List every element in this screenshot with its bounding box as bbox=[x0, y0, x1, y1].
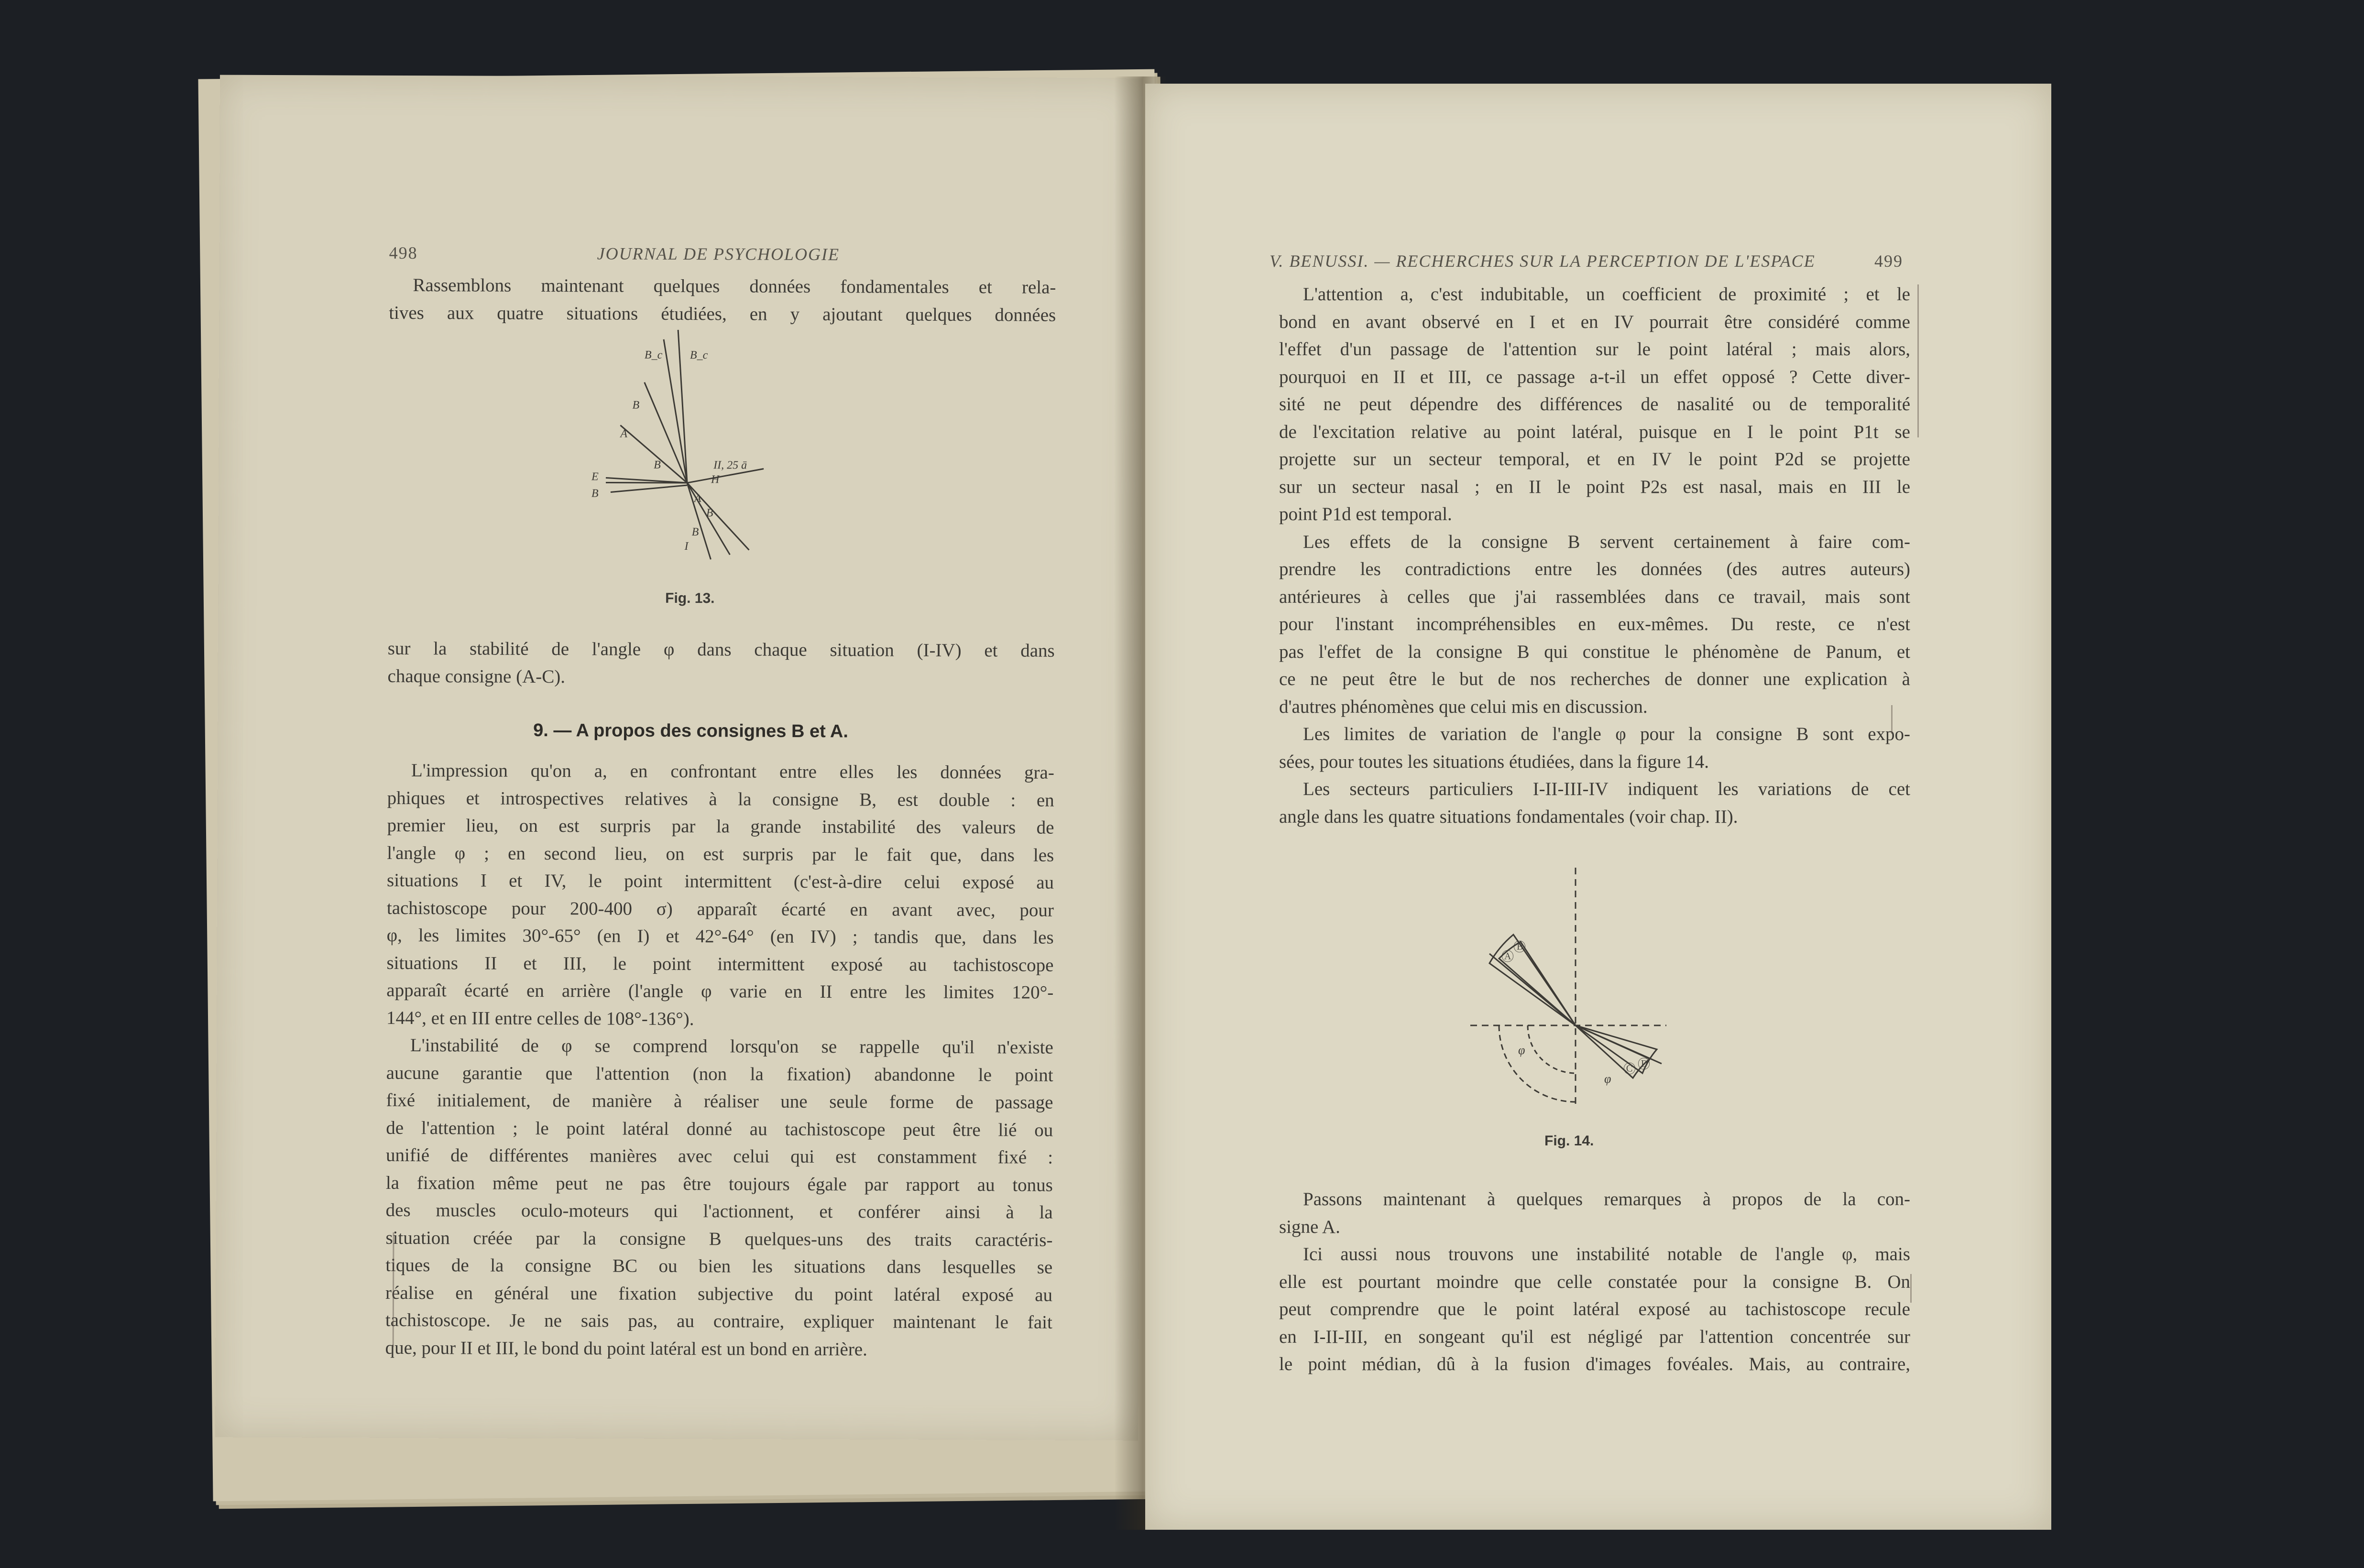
fig13-label: B bbox=[691, 526, 699, 539]
figure-14-caption: Fig. 14. bbox=[1544, 1133, 1594, 1149]
text-line: angle dans les quatre situations fondamentales (voir chap. II). bbox=[1279, 806, 1738, 827]
figure-14 bbox=[1461, 858, 1671, 1116]
text-line: elle est pourtant moindre que celle constatée pour la consigne B. On bbox=[1279, 1271, 1910, 1292]
text-line: premier lieu, on est surpris par la grande instabilité des valeurs de bbox=[387, 815, 1054, 838]
text-line: peut comprendre que le point latéral exposé au tachistoscope recule bbox=[1279, 1299, 1910, 1319]
fig14-line bbox=[1489, 954, 1576, 1025]
text-line: 144°, et en III entre celles de 108°-136°). bbox=[386, 1007, 694, 1029]
text-line: le point médian, dû à la fusion d'images fovéales. Mais, au contraire, bbox=[1279, 1354, 1910, 1374]
text-line: unifié de différentes manières avec celui qui est constamment fixé : bbox=[386, 1144, 1053, 1168]
text-line: réalise en général une fixation subjective du point latéral exposé au bbox=[385, 1282, 1053, 1306]
text-line: ce ne peut être le but de nos recherches de donner une explication à bbox=[1279, 669, 1910, 689]
fig13-label: E bbox=[591, 470, 599, 483]
text-line: de l'attention ; le point latéral donné au tachistoscope peut être lié ou bbox=[386, 1117, 1053, 1141]
text-line: signe A. bbox=[1279, 1216, 1340, 1237]
text-line: sées, pour toutes les situations étudiées, dans la figure 14. bbox=[1279, 751, 1709, 772]
text-line: aucune garantie que l'attention (non la fixation) abandonne le point bbox=[386, 1062, 1053, 1086]
text-line: que, pour II et III, le bond du point latéral est un bond en arrière. bbox=[385, 1337, 867, 1360]
left-page bbox=[215, 75, 1143, 1441]
fig13-label: B_c bbox=[644, 348, 663, 361]
fig13-label: B bbox=[632, 399, 640, 412]
fig13-label: B_c bbox=[690, 349, 708, 362]
fig14-label: φ bbox=[1604, 1072, 1611, 1086]
fig14-label: Ⓒ bbox=[1623, 1062, 1636, 1077]
text-line: la fixation même peut ne pas être toujours égale par rapport au tonus bbox=[385, 1172, 1053, 1196]
text-line: en I-II-III, en songeant qu'il est négligé par l'attention concentrée sur bbox=[1279, 1326, 1910, 1347]
fig14-label: φ bbox=[1518, 1043, 1525, 1057]
page-number-right: 499 bbox=[1874, 251, 1903, 271]
text-line: L'attention a, c'est indubitable, un coefficient de proximité ; et le bbox=[1303, 284, 1910, 305]
text-line: L'impression qu'on a, en confrontant entre elles les données gra- bbox=[411, 760, 1054, 783]
text-line: tachistoscope pour 200-400 σ) apparaît écarté en avant avec, pour bbox=[386, 897, 1054, 921]
fig13-line bbox=[644, 382, 688, 483]
text-line: Les limites de variation de l'angle φ pour la consigne B sont expo- bbox=[1303, 724, 1910, 744]
fig13-label: B bbox=[654, 458, 661, 471]
text-line: situation créée par la consigne B quelques-uns des traits caractéris- bbox=[385, 1227, 1053, 1251]
fig13-label: B bbox=[591, 487, 599, 500]
text-line: pas l'effet de la consigne B qui constitue le phénomène de Panum, et bbox=[1279, 641, 1910, 662]
fig14-arc bbox=[1528, 1025, 1576, 1073]
fig13-label: A bbox=[694, 492, 701, 505]
text-line: chaque consigne (A-C). bbox=[387, 665, 566, 687]
figure-13 bbox=[591, 325, 793, 574]
text-line: bond en avant observé en I et en IV pourrait être considéré comme bbox=[1279, 311, 1910, 332]
text-line: tachistoscope. Je ne sais pas, au contraire, expliquer maintenant le fait bbox=[385, 1309, 1052, 1333]
text-line: Passons maintenant à quelques remarques à propos de la con- bbox=[1303, 1189, 1910, 1209]
text-line: Ici aussi nous trouvons une instabilité notable de l'angle φ, mais bbox=[1303, 1244, 1910, 1264]
fig13-label: H bbox=[711, 473, 720, 486]
text-line: des muscles oculo-moteurs qui l'actionnent, et conférer ainsi à la bbox=[385, 1199, 1053, 1223]
text-line: sité ne peut dépendre des différences de nasalité ou de temporalité bbox=[1279, 394, 1910, 414]
text-line: projette sur un secteur temporal, et en IV le point P2d se projette bbox=[1279, 449, 1910, 469]
after-figure-paragraph bbox=[387, 635, 1054, 692]
fig14-sector bbox=[1489, 935, 1576, 1025]
text-line: l'angle φ ; en second lieu, on est surpris par le fait que, dans les bbox=[387, 842, 1054, 866]
text-line: sur la stabilité de l'angle φ dans chaque situation (I-IV) et dans bbox=[387, 638, 1055, 661]
fig13-label: I bbox=[684, 540, 689, 553]
text-line: de l'excitation relative au point latéral, puisque en I le point P1t se bbox=[1279, 421, 1910, 442]
pencil-mark bbox=[1910, 1274, 1912, 1303]
text-line: fixé initialement, de manière à réaliser une seule forme de passage bbox=[386, 1089, 1053, 1113]
text-line: tives aux quatre situations étudiées, en y ajoutant quelques données bbox=[389, 302, 1056, 326]
fig13-label: A bbox=[620, 427, 628, 440]
figure-13-caption: Fig. 13. bbox=[665, 590, 715, 607]
text-line: pour l'instant incompréhensibles en eux-mêmes. Du reste, ce n'est bbox=[1279, 614, 1910, 634]
text-line: antérieures à celles que j'ai rassemblées dans ce travail, mais sont bbox=[1279, 586, 1910, 607]
fig13-line bbox=[611, 485, 687, 492]
text-line: tiques de la consigne BC ou bien les situations dans lesquelles se bbox=[385, 1254, 1053, 1278]
fig14-label: Ⓐ bbox=[1501, 950, 1514, 964]
text-line: L'instabilité de φ se comprend lorsqu'on se rappelle qu'il n'existe bbox=[410, 1035, 1053, 1058]
fig13-label: II, 25 ā bbox=[713, 459, 747, 472]
intro-paragraph bbox=[389, 272, 1056, 329]
fig14-arc bbox=[1499, 1025, 1576, 1102]
fig13-label: B bbox=[706, 507, 713, 520]
text-line: Rassemblons maintenant quelques données fondamentales et rela- bbox=[413, 275, 1056, 298]
fig13-line bbox=[606, 482, 687, 483]
text-line: pourquoi en II et III, ce passage a-t-il un effet opposé ? Cette diver- bbox=[1279, 366, 1910, 387]
text-line: l'effet d'un passage de l'attention sur le point latéral ; mais alors, bbox=[1279, 339, 1910, 359]
text-line: phiques et introspectives relatives à la consigne B, est double : en bbox=[387, 787, 1054, 811]
pencil-mark bbox=[1891, 705, 1893, 734]
text-line: φ, les limites 30°-65° (en I) et 42°-64° (en IV) ; tandis que, dans les bbox=[386, 925, 1054, 948]
text-line: situations II et III, le point intermittent exposé au tachistoscope bbox=[386, 952, 1054, 976]
section-title: 9. — A propos des consignes B et A. bbox=[533, 720, 849, 742]
right-lower-text bbox=[1279, 1186, 1910, 1378]
text-line: point P1d est temporal. bbox=[1279, 504, 1452, 524]
text-line: sur un secteur nasal ; en II le point P2s est nasal, mais en III le bbox=[1279, 476, 1910, 497]
text-line: apparaît écarté en arrière (l'angle φ varie en II entre les limites 120°- bbox=[386, 980, 1054, 1003]
text-line: situations I et IV, le point intermittent (c'est-à-dire celui exposé au bbox=[387, 870, 1054, 893]
right-page bbox=[1145, 84, 2051, 1530]
page-number-left: 498 bbox=[389, 243, 418, 263]
running-head-right: V. BENUSSI. — RECHERCHES SUR LA PERCEPTION DE L'ESPACE bbox=[1270, 251, 1816, 271]
right-column-text bbox=[1279, 281, 1910, 830]
pencil-mark bbox=[1917, 284, 1919, 437]
fig14-label: Ⓓ bbox=[1638, 1057, 1651, 1072]
text-line: prendre les contradictions entre les données (des autres auteurs) bbox=[1279, 559, 1910, 579]
fig13-line bbox=[663, 339, 688, 483]
running-head-left: JOURNAL DE PSYCHOLOGIE bbox=[597, 244, 840, 264]
fig13-line bbox=[620, 425, 687, 483]
text-line: d'autres phénomènes que celui mis en discussion. bbox=[1279, 696, 1648, 717]
text-line: Les secteurs particuliers I-II-III-IV indiquent les variations de cet bbox=[1303, 779, 1910, 799]
fig13-line bbox=[678, 330, 688, 483]
text-line: Les effets de la consigne B servent certainement à faire com- bbox=[1303, 531, 1910, 552]
section-paragraph-1 bbox=[385, 757, 1054, 1364]
fig14-label: Ⓑ bbox=[1513, 940, 1526, 955]
